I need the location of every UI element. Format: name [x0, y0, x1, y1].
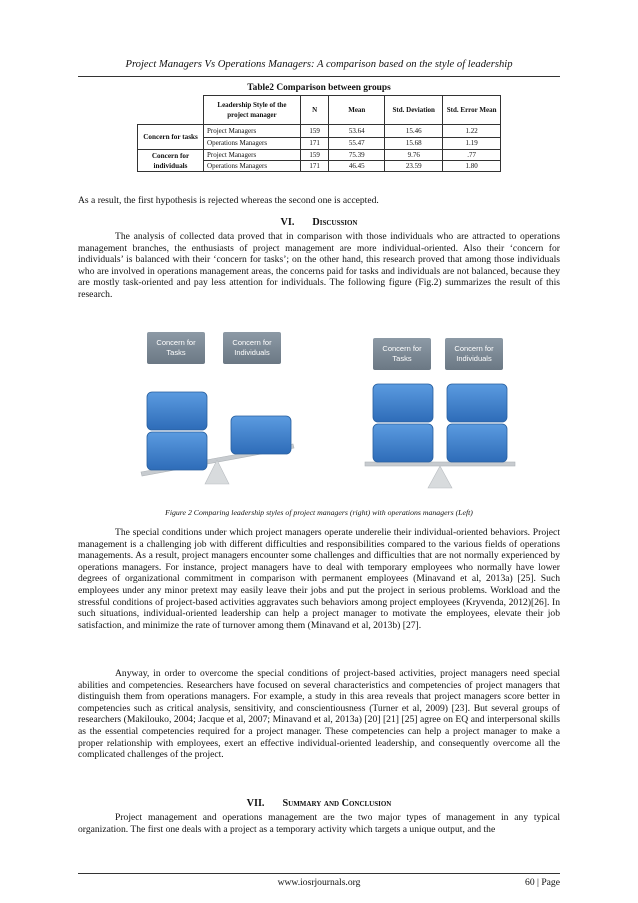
table-col-header: Std. Deviation: [385, 96, 443, 125]
balance-fulcrum: [428, 466, 452, 488]
paragraph-anyway: Anyway, in order to overcome the special conditions of project-based activities, project managers need special abilities and competencies. Researchers have focused on several characteristics and competencies of project managers that distinguish them from operations managers. For example, a study in this area reveals that project managers score better in competencies such as critical analysis, sensitivity, and conscientiousness (Turner et al, 2009) [23]. But several groups of researchers (Makilouko, 2004; Jacque et al, 2007; Minavand et al, 2013a) [20] [21] [25] agree on EQ and interpersonal skills as the essential competencies required for a project manager. These competencies can help a project manager to make a proper relationship with employees, exert an effective individual-oriented leadership, and consequently overcome all the complicated challenges of the project.: [78, 668, 560, 761]
figure-label-text: Concern for: [454, 344, 494, 353]
table-col-header: N: [300, 96, 329, 125]
table-cell: Operations Managers: [204, 161, 301, 172]
figure-label-text: Concern for: [232, 338, 272, 347]
table-row: [138, 125, 501, 138]
table-cell: 15.46: [385, 125, 443, 138]
comparison-table: [137, 95, 501, 172]
figure-label-text: Tasks: [166, 348, 186, 357]
left-balance: [141, 332, 294, 484]
header-rule: [78, 76, 560, 77]
section-number: VI.: [280, 217, 295, 228]
footer-rule: [78, 873, 560, 874]
table-cell: 159: [300, 125, 329, 138]
section-number: VII.: [246, 798, 265, 809]
table-cell: 23.59: [385, 161, 443, 172]
figure-caption: Figure 2 Comparing leadership styles of project managers (right) with operations managers (Left): [165, 508, 473, 517]
table-cell: 1.22: [443, 125, 501, 138]
section-title: Discussion: [312, 217, 358, 228]
table-group-label: Concern for tasks: [138, 125, 204, 150]
paragraph-summary: Project management and operations management are the two major types of management in any typical organization. The first one deals with a project as a temporary activity which targets a unique output, and the: [78, 812, 560, 835]
figure-label-text: Tasks: [392, 354, 412, 363]
figure-label-text: Concern for: [382, 344, 422, 353]
footer-url: www.iosrjournals.org: [277, 877, 361, 888]
table-cell: 46.45: [329, 161, 385, 172]
table-col-header: Std. Error Mean: [443, 96, 501, 125]
table-col-header: Mean: [329, 96, 385, 125]
balance-figure: [133, 326, 523, 491]
table-cell: Operations Managers: [204, 137, 301, 150]
right-balance: [365, 338, 515, 488]
table-cell: 159: [300, 150, 329, 161]
running-header: Project Managers Vs Operations Managers: A comparison based on the style of leadership: [125, 59, 513, 70]
table-group-label: Concern for individuals: [138, 150, 204, 172]
figure-block: [147, 432, 207, 470]
table-row: [138, 150, 501, 161]
section-heading-discussion: [0, 217, 638, 228]
table-cell: 1.80: [443, 161, 501, 172]
table-cell: 55.47: [329, 137, 385, 150]
table-cell: Project Managers: [204, 125, 301, 138]
section-title: Summary and Conclusion: [282, 798, 392, 809]
figure-label-text: Individuals: [234, 348, 270, 357]
figure-block: [147, 392, 207, 430]
table-cell: Project Managers: [204, 150, 301, 161]
figure-block: [231, 416, 291, 454]
table-header-row: [138, 96, 501, 125]
table-col-header: Leadership Style of the project manager: [204, 96, 301, 125]
table-cell: 171: [300, 161, 329, 172]
table-corner-cell: [138, 96, 204, 125]
paragraph-special-conditions: The special conditions under which project managers operate underelie their individual-oriented behaviors. Project management is a challenging job with different difficulties and responsibilities compared to the various fields of operations managements. As a result, project managers encounter some challenges and difficulties that are not normally experienced by operations managers. For instance, project managers have to deal with temporary employees who normally have lower degrees of organizational commitment in comparison with permanent employees (Minavand et al, 2013a) [25]. Such employees under any minor pretext may easily leave their jobs and put the project in serious problems. Workload and the stressful conditions of project-based activities aggravates such behaviors among project employees (Kryvenda, 2012)[26]. In such situations, individual-oriented leadership can help a project manager to motivate the employees, elevate their job satisfaction, and minimize the rate of turnover among them (Minavand et al, 2013b) [27].: [78, 527, 560, 631]
table-cell: 171: [300, 137, 329, 150]
figure-block: [447, 384, 507, 422]
figure-label-text: Concern for: [156, 338, 196, 347]
table-cell: 9.76: [385, 150, 443, 161]
figure-block: [373, 424, 433, 462]
table-cell: 53.64: [329, 125, 385, 138]
page-number: 60 | Page: [525, 877, 560, 888]
section-heading-summary: [0, 798, 638, 809]
paragraph-discussion: The analysis of collected data proved that in comparison with those individuals who are attracted to operations management branches, the enthusiasts of project management are more individual-oriented. Also their ‘concern for individuals’ is balanced with their ‘concern for tasks’; on the other hand, this research proved that among those individuals who are involved in operations management areas, the concerns paid for tasks and individuals are not balanced, because they are mostly task-oriented and pay less attention for individuals. The following figure (Fig.2) summarizes the result of this research.: [78, 231, 560, 300]
figure-block: [373, 384, 433, 422]
table-cell: 75.39: [329, 150, 385, 161]
table-cell: .77: [443, 150, 501, 161]
table-cell: 15.68: [385, 137, 443, 150]
figure-label-text: Individuals: [456, 354, 492, 363]
table-caption: Table2 Comparison between groups: [247, 83, 391, 93]
paragraph-result: As a result, the first hypothesis is rejected whereas the second one is accepted.: [78, 195, 379, 206]
figure-block: [447, 424, 507, 462]
table-cell: 1.19: [443, 137, 501, 150]
